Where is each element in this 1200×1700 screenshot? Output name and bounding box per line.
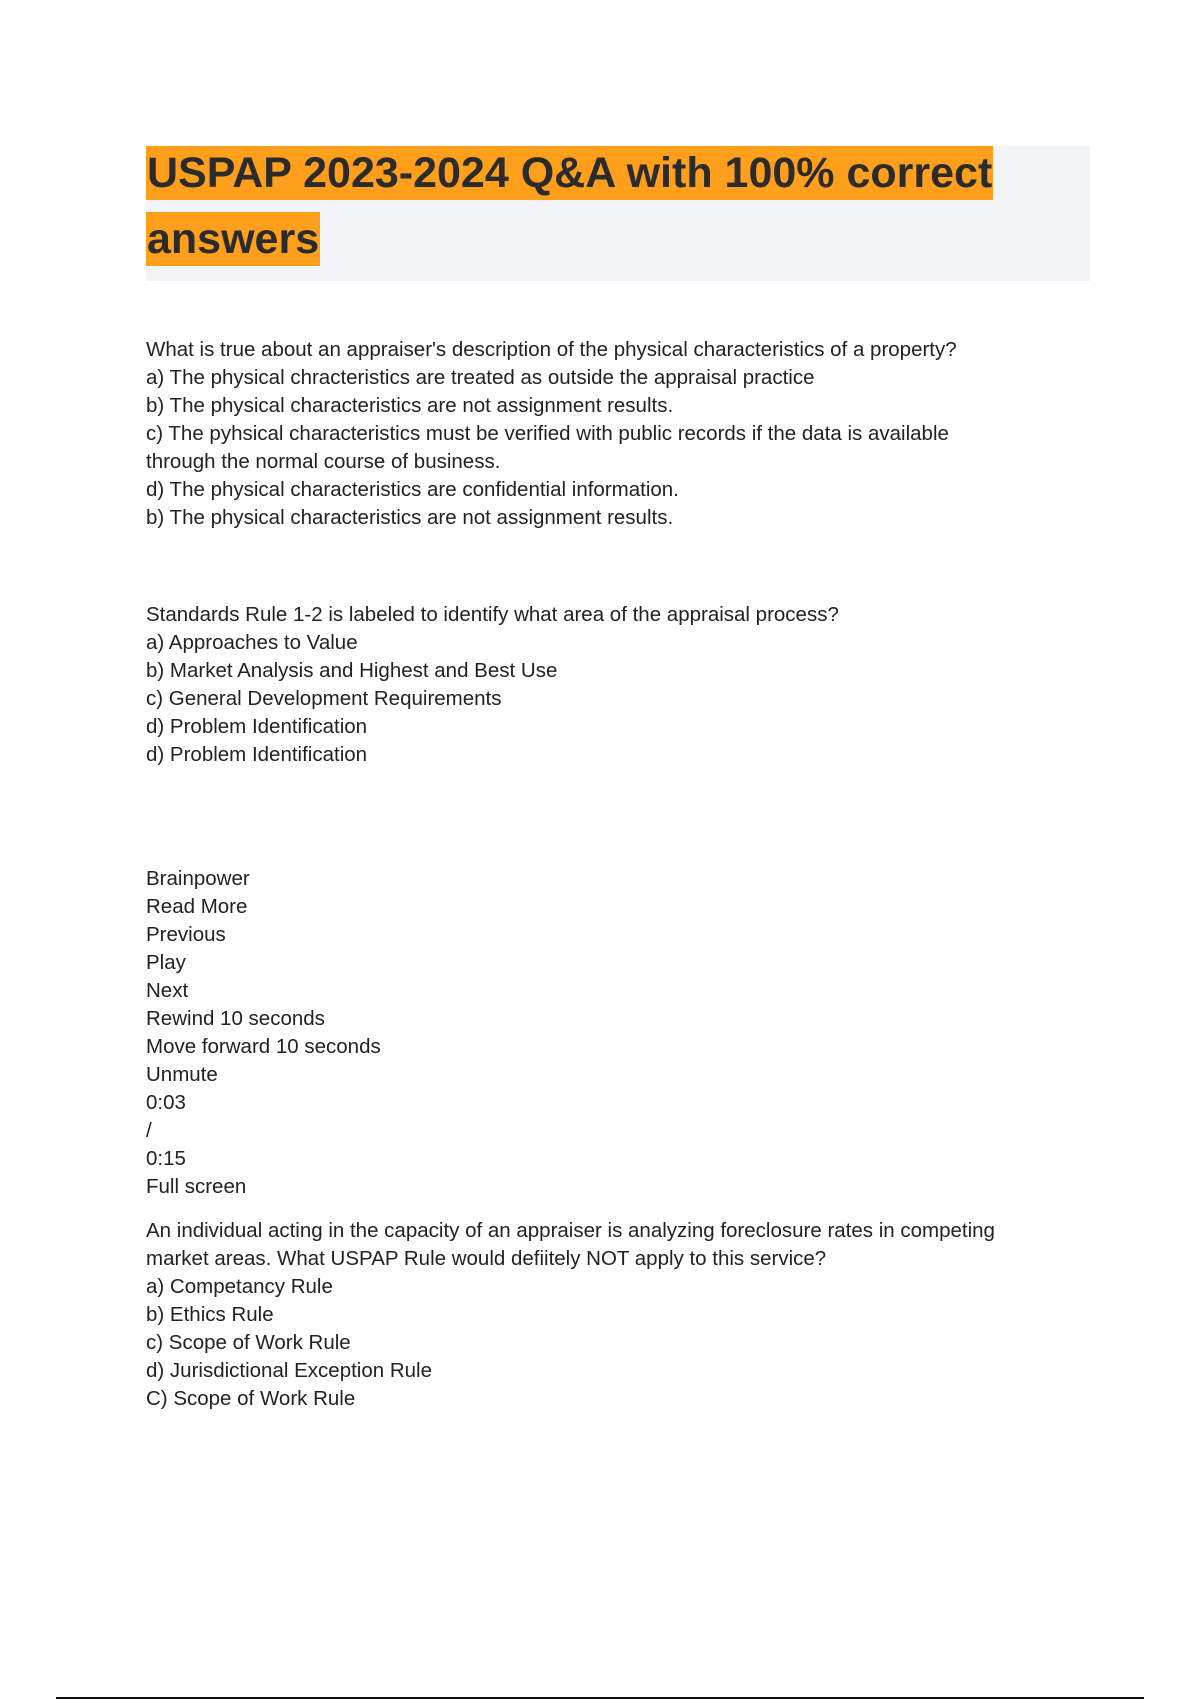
option-b: b) Ethics Rule — [146, 1303, 274, 1326]
option-c: c) The pyhsical characteristics must be verified with public records if the data is available — [146, 422, 949, 445]
time-separator: / — [146, 1119, 152, 1142]
question-block-2 — [146, 601, 1086, 769]
option-c: c) Scope of Work Rule — [146, 1331, 351, 1354]
question-block-1 — [146, 336, 1086, 532]
document-title-line-1: USPAP 2023-2024 Q&A with 100% correct — [146, 146, 993, 200]
correct-answer: d) Problem Identification — [146, 743, 368, 766]
video-player-text — [146, 865, 1086, 1201]
option-a: a) The physical chracteristics are treated as outside the appraisal practice — [146, 366, 815, 389]
option-a: a) Approaches to Value — [146, 631, 358, 654]
option-d: d) Jurisdictional Exception Rule — [146, 1359, 432, 1382]
fullscreen-button[interactable]: Full screen — [146, 1175, 247, 1198]
question-block-3 — [146, 1217, 1086, 1413]
next-button[interactable]: Next — [146, 979, 189, 1002]
option-b: b) The physical characteristics are not assignment results. — [146, 394, 674, 417]
option-d: d) The physical characteristics are confidential information. — [146, 478, 679, 501]
question-text: Standards Rule 1-2 is labeled to identify what area of the appraisal process? — [146, 603, 839, 626]
option-d: d) Problem Identification — [146, 715, 368, 738]
question-text-continued: market areas. What USPAP Rule would defiitely NOT apply to this service? — [146, 1247, 827, 1270]
previous-button[interactable]: Previous — [146, 923, 226, 946]
question-text: An individual acting in the capacity of an appraiser is analyzing foreclosure rates in competing — [146, 1219, 995, 1242]
option-c-continued: through the normal course of business. — [146, 450, 501, 473]
option-a: a) Competancy Rule — [146, 1275, 333, 1298]
option-b: b) Market Analysis and Highest and Best Use — [146, 659, 558, 682]
bottom-divider — [56, 1697, 1144, 1699]
player-brand: Brainpower — [146, 867, 250, 890]
duration: 0:15 — [146, 1147, 186, 1170]
current-time: 0:03 — [146, 1091, 186, 1114]
document-title-line-2: answers — [146, 212, 320, 266]
rewind-button[interactable]: Rewind 10 seconds — [146, 1007, 325, 1030]
question-text: What is true about an appraiser's description of the physical characteristics of a property? — [146, 338, 957, 361]
unmute-button[interactable]: Unmute — [146, 1063, 218, 1086]
document-title-block — [146, 146, 1090, 281]
correct-answer: C) Scope of Work Rule — [146, 1387, 356, 1410]
forward-button[interactable]: Move forward 10 seconds — [146, 1035, 381, 1058]
play-button[interactable]: Play — [146, 951, 186, 974]
option-c: c) General Development Requirements — [146, 687, 502, 710]
correct-answer: b) The physical characteristics are not assignment results. — [146, 506, 674, 529]
read-more-link[interactable]: Read More — [146, 895, 248, 918]
